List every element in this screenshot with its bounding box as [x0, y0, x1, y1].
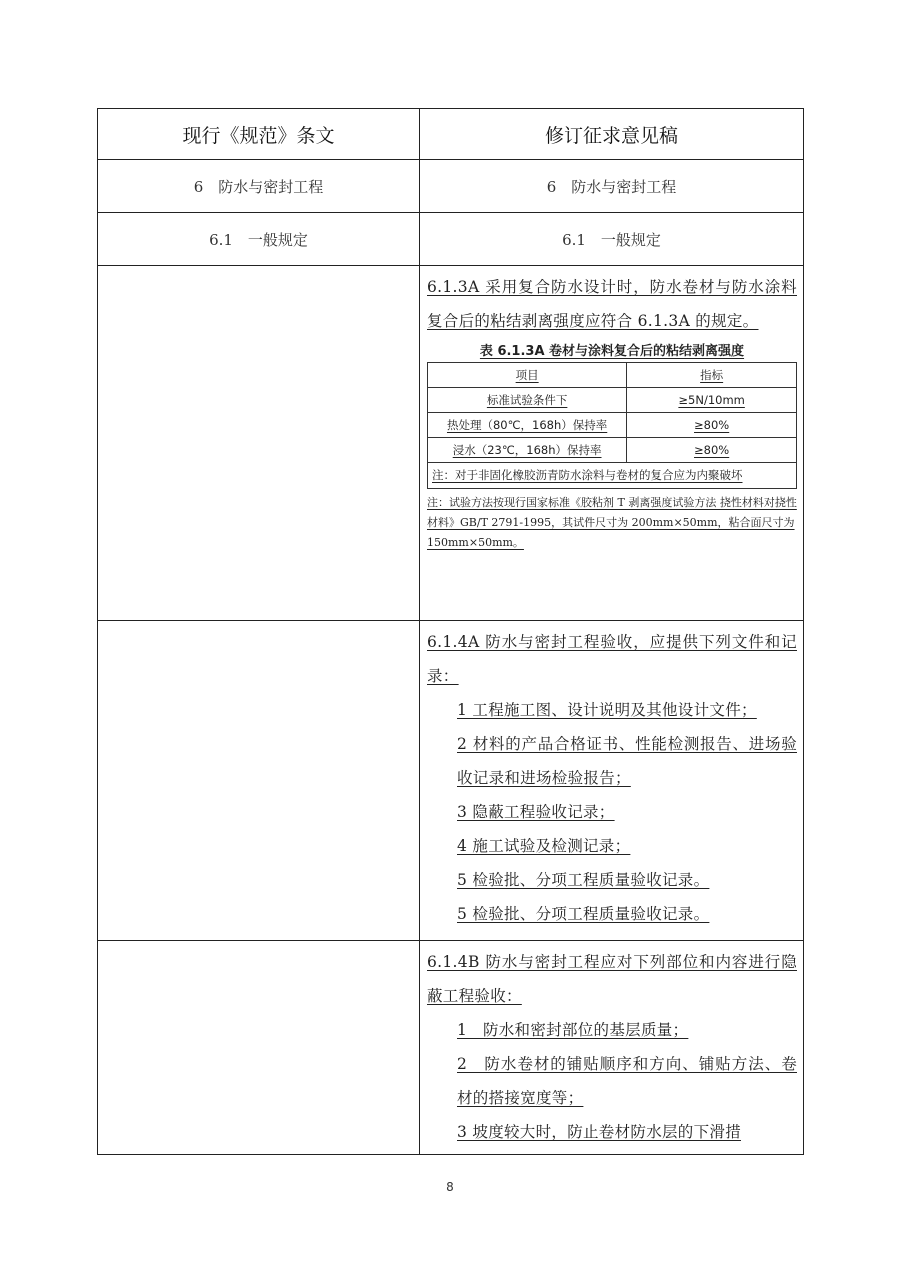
- clause-614a-item-5: 5 检验批、分项工程质量验收记录。: [457, 871, 710, 889]
- clause-614b-cell: [420, 941, 804, 1155]
- clause-614b-intro: 6.1.4B 防水与密封工程应对下列部位和内容进行隐蔽工程验收：: [427, 953, 797, 1005]
- table-613a-row-1-item: 标准试验条件下: [486, 393, 568, 407]
- comparison-table: [97, 108, 804, 1155]
- clause-613a-cell: [420, 266, 804, 621]
- section-right: 6 防水与密封工程: [420, 160, 804, 213]
- table-613a-row: [428, 388, 797, 413]
- clause-614b-item-3: 3 坡度较大时，防止卷材防水层的下滑措: [457, 1123, 741, 1141]
- clause-614b-left-empty: [98, 941, 420, 1155]
- section-row: [98, 160, 804, 213]
- table-613a: [427, 362, 797, 489]
- table-613a-row-3-item: 浸水（23℃，168h）保持率: [452, 443, 602, 457]
- clause-614a-item-3: 3 隐蔽工程验收记录；: [457, 803, 615, 821]
- clause-614b-row: [98, 941, 804, 1155]
- table-613a-row-3-value: ≥80%: [694, 443, 730, 457]
- table-613a-row-2-item: 热处理（80℃，168h）保持率: [446, 418, 608, 432]
- clause-614b-item-2: 2 防水卷材的铺贴顺序和方向、铺贴方法、卷材的搭接宽度等；: [457, 1055, 797, 1107]
- table-613a-caption: 表 6.1.3A 卷材与涂料复合后的粘结剥离强度: [479, 344, 745, 359]
- table-613a-row-2-value: ≥80%: [694, 418, 730, 432]
- subsection-row: [98, 213, 804, 266]
- table-613a-row-1-value: ≥5N/10mm: [678, 393, 745, 407]
- table-613a-header-item: 项目: [515, 368, 539, 382]
- page-number: 8: [446, 1180, 454, 1194]
- table-613a-row: [428, 438, 797, 463]
- clause-614a-cell: [420, 621, 804, 941]
- subsection-right: 6.1 一般规定: [420, 213, 804, 266]
- subsection-left: 6.1 一般规定: [98, 213, 420, 266]
- table-613a-note-row: [428, 463, 797, 489]
- section-left: 6 防水与密封工程: [98, 160, 420, 213]
- clause-614a-item-6: 5 检验批、分项工程质量验收记录。: [457, 905, 710, 923]
- clause-614a-item-1: 1 工程施工图、设计说明及其他设计文件；: [457, 701, 757, 719]
- header-revision-draft: 修订征求意见稿: [420, 109, 804, 160]
- header-row: [98, 109, 804, 160]
- table-613a-header-index: 指标: [700, 368, 724, 382]
- clause-614a-intro: 6.1.4A 防水与密封工程验收，应提供下列文件和记录：: [427, 633, 797, 685]
- clause-613a-left-empty: [98, 266, 420, 621]
- table-613a-header-row: [428, 363, 797, 388]
- table-613a-note: 注：对于非固化橡胶沥青防水涂料与卷材的复合应为内聚破坏: [432, 468, 743, 482]
- clause-614a-left-empty: [98, 621, 420, 941]
- clause-614a-item-2: 2 材料的产品合格证书、性能检测报告、进场验收记录和进场检验报告；: [457, 735, 797, 787]
- clause-614b-item-1: 1 防水和密封部位的基层质量；: [457, 1021, 689, 1039]
- clause-613a-footnote: 注：试验方法按现行国家标准《胶粘剂 T 剥离强度试验方法 挠性材料对挠性材料》GB/T 2791-1995，其试件尺寸为 200mm×50mm，粘合面尺寸为 150mm×50mm。: [427, 496, 797, 549]
- table-613a-row: [428, 413, 797, 438]
- header-current-code: 现行《规范》条文: [98, 109, 420, 160]
- clause-613a-row: [98, 266, 804, 621]
- clause-613a-text: 6.1.3A 采用复合防水设计时，防水卷材与防水涂料复合后的粘结剥离强度应符合 6.1.3A 的规定。: [427, 278, 797, 330]
- clause-614a-row: [98, 621, 804, 941]
- clause-614a-item-4: 4 施工试验及检测记录；: [457, 837, 631, 855]
